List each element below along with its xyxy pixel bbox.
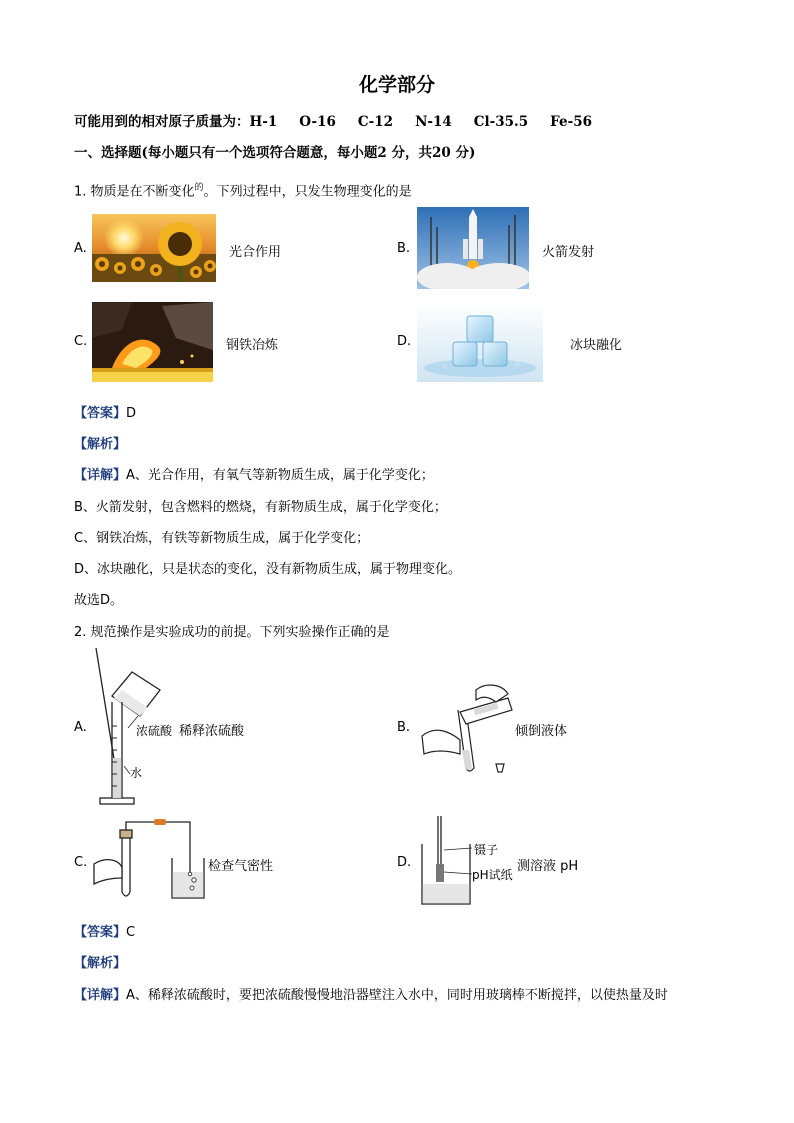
q1-detail-line xyxy=(74,464,434,483)
q1-option-label: 火箭发射 xyxy=(542,245,595,260)
ice-cubes-photo xyxy=(417,302,543,382)
detail-text: A、稀释浓硫酸时，要把浓硫酸慢慢地沿器壁注入水中，同时用玻璃棒不断搅拌，以使热量及时 xyxy=(126,988,668,1003)
analysis-tag: 【解析】 xyxy=(74,437,127,452)
answer-value: D xyxy=(126,406,137,421)
diagram-label-conc-acid: 浓硫酸 xyxy=(136,724,173,738)
pouring-liquid-diagram xyxy=(416,680,516,776)
answer-value: C xyxy=(126,925,136,940)
q1-stem xyxy=(74,180,412,199)
q2-option-label: 倾倒液体 xyxy=(515,724,568,739)
mass-item: O-16 xyxy=(299,114,336,130)
mass-item: H-1 xyxy=(249,114,278,130)
q1-stem-sup: 的 xyxy=(194,183,204,193)
rocket-launch-photo xyxy=(417,207,529,289)
mass-item: N-14 xyxy=(415,114,452,130)
section-heading: 一、选择题(每小题只有一个选项符合题意，每小题2 分，共20 分) xyxy=(74,145,476,161)
mass-item: Fe-56 xyxy=(550,114,592,130)
q1-option-letter: B. xyxy=(397,241,411,256)
mass-item: C-12 xyxy=(357,114,394,130)
page-title: 化学部分 xyxy=(358,74,435,96)
diagram-label-ph-paper: pH试纸 xyxy=(472,868,513,882)
q1-stem-text: 1. 物质是在不断变化 xyxy=(74,184,195,200)
detail-text: A、光合作用，有氧气等新物质生成，属于化学变化； xyxy=(126,468,434,483)
q1-option-label: 钢铁冶炼 xyxy=(226,338,279,353)
q1-option-letter: C. xyxy=(74,334,88,349)
q2-option-letter: A. xyxy=(74,720,87,735)
q2-option-letter: B. xyxy=(397,720,411,735)
answer-tag: 【答案】 xyxy=(74,925,127,940)
q2-option-letter: C. xyxy=(74,855,88,870)
sunflower-photo xyxy=(92,214,216,282)
q2-option-letter: D. xyxy=(397,855,412,870)
q1-detail-line: 故选D。 xyxy=(74,593,124,608)
q1-detail-line: C、钢铁冶炼，有铁等新物质生成，属于化学变化； xyxy=(74,531,370,546)
atomic-mass-label: 可能用到的相对原子质量为： xyxy=(74,114,250,130)
detail-tag: 【详解】 xyxy=(74,988,127,1003)
mass-item: Cl-35.5 xyxy=(473,114,529,130)
diagram-label-water: 水 xyxy=(130,766,143,780)
q2-answer xyxy=(74,921,135,940)
q1-option-letter: D. xyxy=(397,334,412,349)
q1-answer xyxy=(74,402,136,421)
q2-option-label: 测溶液 pH xyxy=(517,859,579,874)
q1-detail-line: D、冰块融化，只是状态的变化，没有新物质生成，属于物理变化。 xyxy=(74,562,462,577)
detail-tag: 【详解】 xyxy=(74,468,127,483)
q1-option-label: 冰块融化 xyxy=(570,338,623,353)
ph-test-diagram xyxy=(418,814,474,908)
q1-detail-line: B、火箭发射，包含燃料的燃烧，有新物质生成，属于化学变化； xyxy=(74,500,447,515)
airtightness-diagram xyxy=(92,818,208,902)
diagram-label-tweezers: 镊子 xyxy=(474,843,499,857)
q1-stem-text: 。下列过程中，只发生物理变化的是 xyxy=(203,184,412,200)
analysis-tag: 【解析】 xyxy=(74,956,127,971)
q2-stem: 2. 规范操作是实验成功的前提。下列实验操作正确的是 xyxy=(74,625,390,640)
q2-option-label: 稀释浓硫酸 xyxy=(179,724,245,739)
answer-tag: 【答案】 xyxy=(74,406,127,421)
atomic-mass-line xyxy=(74,110,592,130)
steel-smelting-photo xyxy=(92,302,213,382)
q1-option-letter: A. xyxy=(74,241,87,256)
q1-option-label: 光合作用 xyxy=(229,245,282,260)
q2-option-label: 检查气密性 xyxy=(208,859,274,874)
q2-detail-line xyxy=(74,984,668,1003)
